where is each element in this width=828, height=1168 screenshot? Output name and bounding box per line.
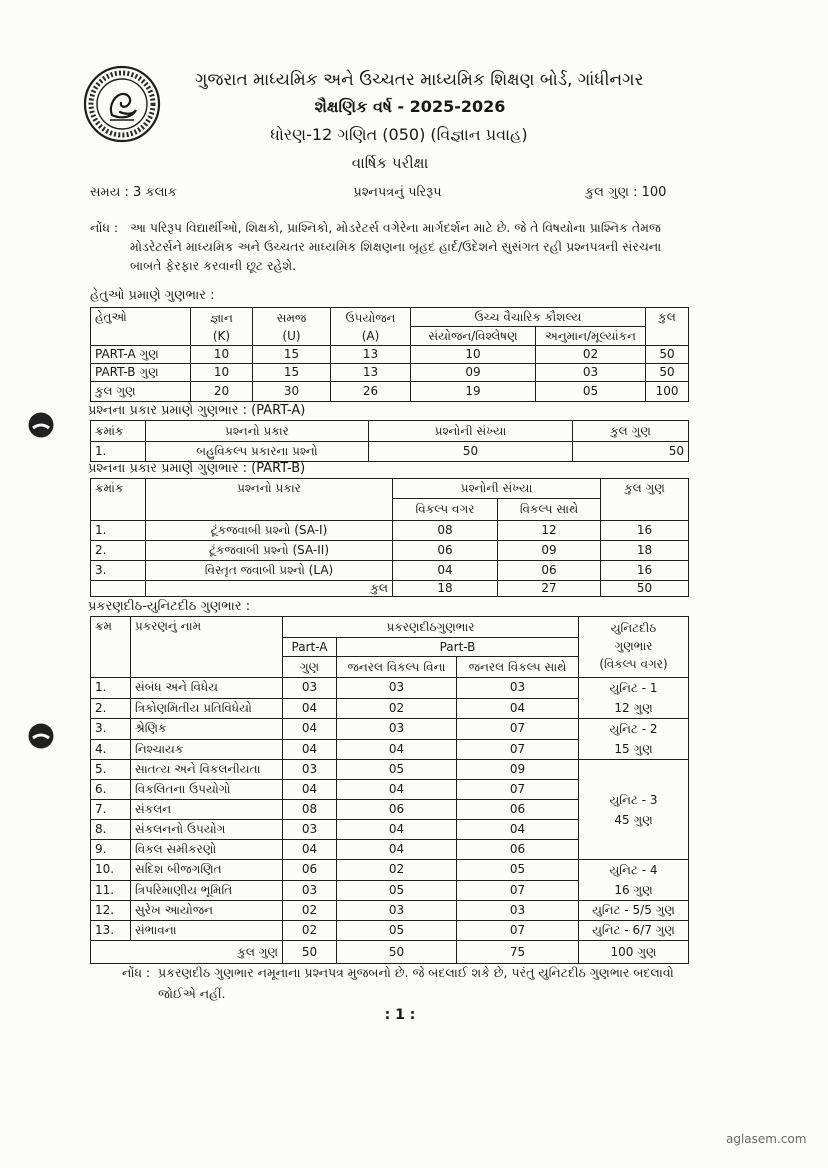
unit-weight-note: (વિકલ્પ વગર) <box>599 657 668 671</box>
marks-value: 16 <box>601 561 689 581</box>
knowledge-value: 10 <box>191 346 253 364</box>
without-choice-value: 05 <box>337 921 457 941</box>
without-choice-value: 03 <box>337 901 457 921</box>
synthesis-value: 10 <box>411 346 536 364</box>
objective-total-header: કુલ <box>646 308 689 346</box>
with-choice-header: વિકલ્પ સાથે <box>498 499 601 521</box>
marks-value: 16 <box>601 521 689 541</box>
synthesis-value: 19 <box>411 382 536 402</box>
understanding-value: 15 <box>253 364 331 382</box>
part-a-value: 03 <box>283 820 337 840</box>
punch-hole-mark <box>27 722 55 750</box>
sr-value: 4. <box>91 739 131 760</box>
part-a-value: 04 <box>283 698 337 719</box>
application-label: ઉપયોજન <box>345 310 396 325</box>
row-label: કુલ ગુણ <box>91 382 191 402</box>
table-row <box>91 921 689 941</box>
chapter-name: સદિશ બીજગણિત <box>131 860 283 881</box>
without-choice-value: 02 <box>337 698 457 719</box>
without-choice-value: 04 <box>393 561 498 581</box>
table-row <box>91 860 689 881</box>
chapter-name: સંભાવના <box>131 921 283 941</box>
evaluation-value: 03 <box>536 364 646 382</box>
objective-header: હેતુઓ <box>91 308 191 346</box>
board-name: ગુજરાત માધ્યમિક અને ઉચ્ચતર માધ્યમિક શિક્ષણ બોર્ડ, ગાંધીનગર <box>195 70 644 90</box>
logo-lettering-ring <box>91 73 153 135</box>
exam-name: વાર્ષિક પરીક્ષા <box>351 154 429 172</box>
understanding-value: 15 <box>253 346 331 364</box>
question-type-value: વિસ્તૃત જવાબી પ્રશ્નો (LA) <box>146 561 393 581</box>
sr-value: 1. <box>91 678 131 699</box>
without-choice-value: 04 <box>337 739 457 760</box>
marks-value: 50 <box>573 442 689 462</box>
objectives-table <box>90 307 689 402</box>
table-row <box>91 382 689 402</box>
unit-weight-cell <box>579 860 689 901</box>
total-row <box>91 941 689 964</box>
without-choice-value: 02 <box>337 860 457 881</box>
application-header <box>331 308 411 346</box>
intro-note-text: આ પરિરૂપ વિદ્યાર્થીઓ, શિક્ષકો, પ્રાશ્નિકો, મોડરેટર્સ વગેરેના માર્ગદર્શન માટે છે. જે તે વિષયોના પ્રાશ્નિક તેમજ મોડરેટર્સને માધ્યમિક અને ઉચ્ચતર માધ્યમિક શિક્ષણના બૃહદ હાર્દ/ઉદેશને સુસંગત રહી પ્રશ્નપત્રની સંરચના બાબતે ફેરફાર કરવાની છૂટ રહેશે. <box>130 220 662 273</box>
question-count-header: પ્રશ્નોની સંખ્યા <box>393 479 601 499</box>
sr-value: 2. <box>91 698 131 719</box>
chapter-weight-header: પ્રકરણદીઠગુણભાર <box>283 617 579 638</box>
unit-marks: 15 ગુણ <box>614 742 653 756</box>
question-count-value: 50 <box>369 442 573 462</box>
evaluation-header: અનુમાન/મૂલ્યાંકન <box>536 327 646 346</box>
part-a-value: 03 <box>283 880 337 901</box>
table-row <box>91 760 689 780</box>
unit-name: યુનિટ - 3 <box>609 792 658 807</box>
part-a-value: 08 <box>283 800 337 820</box>
sr-value: 3. <box>91 719 131 740</box>
chapter-name: શ્રેણિક <box>131 719 283 740</box>
part-b-table <box>90 478 689 597</box>
part-a-value: 03 <box>283 760 337 780</box>
part-a-value: 02 <box>283 901 337 921</box>
with-choice-value: 07 <box>457 880 579 901</box>
unit-name: યુનિટ - 1 <box>609 681 658 695</box>
sr-value: 6. <box>91 780 131 800</box>
marks-value: 18 <box>601 541 689 561</box>
sr-value: 7. <box>91 800 131 820</box>
unit-weight-cell <box>579 719 689 760</box>
with-choice-value: 04 <box>457 698 579 719</box>
unit-total: 100 ગુણ <box>579 941 689 964</box>
board-logo <box>82 63 162 145</box>
table-row <box>91 364 689 382</box>
sr-value: 2. <box>91 541 146 561</box>
understanding-header <box>253 308 331 346</box>
marks-total: 50 <box>601 581 689 597</box>
unit-name: યુનિટ - 4 <box>609 863 658 877</box>
without-choice-value: 05 <box>337 760 457 780</box>
unit-weight-header <box>579 617 689 678</box>
without-choice-value: 04 <box>337 780 457 800</box>
with-choice-value: 05 <box>457 860 579 881</box>
sr-value: 10. <box>91 860 131 881</box>
intro-note <box>90 218 692 276</box>
with-choice-total: 27 <box>498 581 601 597</box>
with-choice-header: જનરલ વિકલ્પ સાથે <box>457 657 579 678</box>
with-choice-value: 07 <box>457 780 579 800</box>
chapter-name: સંકલન <box>131 800 283 820</box>
unit-weight-label-2: ગુણભાર <box>614 639 653 653</box>
unit-marks: 45 ગુણ <box>614 812 653 827</box>
footer-note <box>122 962 682 1004</box>
question-type-header: પ્રશ્નનો પ્રકાર <box>146 421 369 442</box>
without-choice-header: વિકલ્પ વગર <box>393 499 498 521</box>
table-row <box>91 561 689 581</box>
question-type-value: ટૂંકજવાબી પ્રશ્નો (SA-I) <box>146 521 393 541</box>
unit-weight-label-1: યુનિટદીઠ <box>610 621 657 635</box>
sr-value: 11. <box>91 880 131 901</box>
hots-header: ઉચ્ચ વૈચારિક કૌશલ્ય <box>411 308 646 327</box>
sr-value: 1. <box>91 442 146 462</box>
with-choice-value: 06 <box>498 561 601 581</box>
part-b-heading: પ્રશ્નના પ્રકાર પ્રમાણે ગુણભાર : (PART-B) <box>88 461 306 476</box>
part-a-value: 04 <box>283 840 337 860</box>
with-choice-value: 09 <box>457 760 579 780</box>
knowledge-code: (K) <box>212 328 231 343</box>
total-row <box>91 581 689 597</box>
evaluation-value: 02 <box>536 346 646 364</box>
watermark: aglasem.com <box>726 1132 807 1146</box>
total-value: 50 <box>646 346 689 364</box>
chapter-name-header: પ્રકરણનું નામ <box>131 617 283 678</box>
with-choice-value: 04 <box>457 820 579 840</box>
without-choice-value: 04 <box>337 820 457 840</box>
sr-value: 8. <box>91 820 131 840</box>
chapter-name: સાતત્ય અને વિકલનીયતા <box>131 760 283 780</box>
punch-hole-mark <box>27 411 55 439</box>
subject-title: ધોરણ-12 ગણિત (050) (વિજ્ઞાન પ્રવાહ) <box>270 125 528 144</box>
unit-marks: 12 ગુણ <box>614 701 653 715</box>
logo-outer-ring <box>85 67 159 141</box>
intro-note-label: નોંધ : <box>90 220 119 235</box>
total-label: કુલ <box>146 581 393 597</box>
paper-title: પ્રશ્નપત્રનું પરિરૂપ <box>353 185 442 200</box>
table-row <box>91 678 689 699</box>
part-a-total: 50 <box>283 941 337 964</box>
part-a-marks-header: ગુણ <box>283 657 337 678</box>
chapter-name: ત્રિપરિમાણીય ભૂમિતિ <box>131 880 283 901</box>
with-choice-value: 03 <box>457 901 579 921</box>
part-a-value: 06 <box>283 860 337 881</box>
without-choice-value: 08 <box>393 521 498 541</box>
unit-marks: 16 ગુણ <box>614 883 653 897</box>
chapters-heading: પ્રકરણદીઠ-યુનિટદીઠ ગુણભાર : <box>88 599 251 614</box>
sr-header: ક્રમ <box>91 617 131 678</box>
unit-name: યુનિટ - 2 <box>609 722 658 736</box>
chapter-name: સુરેખ આયોજન <box>131 901 283 921</box>
chapter-name: સંકલનનો ઉપયોગ <box>131 820 283 840</box>
sr-header: ક્રમાંક <box>91 479 146 521</box>
part-a-value: 04 <box>283 780 337 800</box>
unit-weight-cell: યુનિટ - 5/5 ગુણ <box>579 901 689 921</box>
understanding-label: સમજ <box>276 310 307 325</box>
table-row <box>91 442 689 462</box>
swan-emblem <box>111 94 136 117</box>
row-label: PART-B ગુણ <box>91 364 191 382</box>
chapter-name: વિકલિતના ઉપયોગો <box>131 780 283 800</box>
with-choice-value: 06 <box>457 800 579 820</box>
chapter-name: સંબંધ અને વિધેય <box>131 678 283 699</box>
table-row <box>91 901 689 921</box>
understanding-value: 30 <box>253 382 331 402</box>
part-a-value: 04 <box>283 739 337 760</box>
row-label: PART-A ગુણ <box>91 346 191 364</box>
total-marks: કુલ ગુણ : 100 <box>585 185 667 200</box>
with-choice-value: 07 <box>457 921 579 941</box>
without-choice-value: 05 <box>337 880 457 901</box>
without-choice-total: 50 <box>337 941 457 964</box>
without-choice-value: 06 <box>337 800 457 820</box>
total-value: 100 <box>646 382 689 402</box>
chapter-name: ત્રિકોણમિતીય પ્રતિવિધેયો <box>131 698 283 719</box>
synthesis-header: સંયોજન/વિશ્લેષણ <box>411 327 536 346</box>
with-choice-value: 03 <box>457 678 579 699</box>
objectives-heading: હેતુઓ પ્રમાણે ગુણભાર : <box>90 288 215 303</box>
academic-year: શૈક્ષણિક વર્ષ - 2025-2026 <box>314 97 506 116</box>
footer-note-text: પ્રકરણદીઠ ગુણભાર નમૂનાના પ્રશ્નપત્ર મુજબનો છે. જે બદલાઈ શકે છે, પરંતુ યુનિટદીઠ ગુણભાર બદલાવો જોઈએ નહીં. <box>158 965 674 1001</box>
total-label: કુલ ગુણ <box>91 941 283 964</box>
unit-weight-cell <box>579 760 689 860</box>
with-choice-total: 75 <box>457 941 579 964</box>
with-choice-value: 06 <box>457 840 579 860</box>
sr-value: 9. <box>91 840 131 860</box>
question-type-value: બહુવિકલ્પ પ્રકારના પ્રશ્નો <box>146 442 369 462</box>
chapters-table <box>90 616 689 964</box>
table-row <box>91 521 689 541</box>
with-choice-value: 12 <box>498 521 601 541</box>
unit-weight-cell: યુનિટ - 6/7 ગુણ <box>579 921 689 941</box>
knowledge-value: 20 <box>191 382 253 402</box>
chapter-name: વિકલ સમીકરણો <box>131 840 283 860</box>
part-a-header: Part-A <box>283 638 337 657</box>
application-code: (A) <box>361 328 380 343</box>
part-a-table <box>90 420 689 462</box>
part-a-heading: પ્રશ્નના પ્રકાર પ્રમાણે ગુણભાર : (PART-A) <box>88 403 306 418</box>
exam-duration: સમય : 3 કલાક <box>90 185 177 200</box>
application-value: 13 <box>331 364 411 382</box>
sr-header: ક્રમાંક <box>91 421 146 442</box>
knowledge-label: જ્ઞાન <box>210 310 233 325</box>
application-value: 13 <box>331 346 411 364</box>
sr-value: 13. <box>91 921 131 941</box>
table-row <box>91 346 689 364</box>
with-choice-value: 09 <box>498 541 601 561</box>
question-count-header: પ્રશ્નોની સંખ્યા <box>369 421 573 442</box>
without-choice-header: જનરલ વિકલ્પ વિના <box>337 657 457 678</box>
unit-weight-cell <box>579 678 689 719</box>
part-a-value: 03 <box>283 678 337 699</box>
part-a-value: 04 <box>283 719 337 740</box>
logo-inner-ring <box>97 79 147 129</box>
synthesis-value: 09 <box>411 364 536 382</box>
sr-value: 3. <box>91 561 146 581</box>
without-choice-value: 06 <box>393 541 498 561</box>
without-choice-value: 03 <box>337 719 457 740</box>
marks-header: કુલ ગુણ <box>601 479 689 521</box>
marks-header: કુલ ગુણ <box>573 421 689 442</box>
question-type-value: ટૂંકજવાબી પ્રશ્નો (SA-II) <box>146 541 393 561</box>
application-value: 26 <box>331 382 411 402</box>
evaluation-value: 05 <box>536 382 646 402</box>
knowledge-value: 10 <box>191 364 253 382</box>
with-choice-value: 07 <box>457 739 579 760</box>
footer-note-label: નોંધ : <box>122 965 151 980</box>
sr-value: 12. <box>91 901 131 921</box>
sr-value: 5. <box>91 760 131 780</box>
knowledge-header <box>191 308 253 346</box>
question-type-header: પ્રશ્નનો પ્રકાર <box>146 479 393 521</box>
understanding-code: (U) <box>282 328 301 343</box>
chapter-name: નિશ્ચાયક <box>131 739 283 760</box>
sr-value: 1. <box>91 521 146 541</box>
part-a-value: 02 <box>283 921 337 941</box>
without-choice-total: 18 <box>393 581 498 597</box>
page-number: : 1 : <box>384 1007 416 1023</box>
total-value: 50 <box>646 364 689 382</box>
table-row <box>91 719 689 740</box>
without-choice-value: 04 <box>337 840 457 860</box>
part-b-header: Part-B <box>337 638 579 657</box>
table-row <box>91 541 689 561</box>
sr-value <box>91 581 146 597</box>
without-choice-value: 03 <box>337 678 457 699</box>
with-choice-value: 07 <box>457 719 579 740</box>
